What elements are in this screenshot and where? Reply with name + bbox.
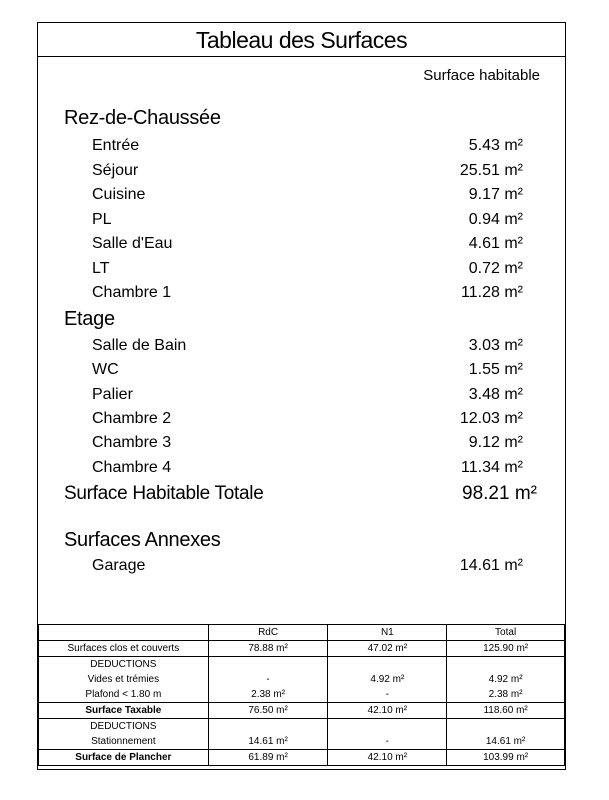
recap-cell: 4.92 m² [447, 672, 565, 687]
room-name: Chambre 4 [92, 458, 172, 476]
room-area: 0.94 m² [468, 210, 523, 228]
recap-cell: 2.38 m² [208, 687, 328, 703]
recap-cell [447, 719, 565, 735]
room-name: PL [92, 210, 112, 228]
recap-row-label: Stationnement [39, 734, 209, 750]
section-etage-label: Etage [64, 308, 115, 330]
recap-row-label: DEDUCTIONS [39, 657, 209, 673]
recap-header-cell: Total [447, 625, 565, 641]
recap-cell: 14.61 m² [208, 734, 328, 750]
surfaces-sheet [37, 22, 566, 770]
section-rdc-label: Rez-de-Chaussée [64, 107, 221, 129]
room-area: 1.55 m² [468, 361, 523, 379]
total-value: 98.21 m² [462, 483, 537, 504]
recap-cell: - [328, 734, 447, 750]
room-name: Cuisine [92, 186, 146, 203]
recap-cell: 118.60 m² [447, 703, 565, 719]
recap-cell: 4.92 m² [328, 672, 447, 687]
room-name: Chambre 1 [92, 284, 172, 301]
recap-cell: 76.50 m² [208, 703, 328, 719]
recap-cell: - [328, 687, 447, 703]
recap-row-label: Surface Taxable [39, 703, 209, 719]
recap-cell: 103.99 m² [447, 750, 565, 766]
recap-cell: 78.88 m² [208, 641, 328, 657]
recap-row-stationnement [39, 734, 565, 750]
room-area: 4.61 m² [468, 235, 523, 252]
page-title: Tableau des Surfaces [38, 23, 565, 57]
room-area: 3.48 m² [468, 385, 523, 403]
recap-table [38, 624, 565, 766]
room-area: 5.43 m² [468, 137, 523, 154]
room-name: Salle de Bain [92, 337, 187, 354]
room-name: Palier [92, 385, 133, 403]
room-area: 11.34 m² [461, 458, 523, 476]
room-area: 14.61 m² [459, 557, 523, 574]
recap-row-plafond [39, 687, 565, 703]
recap-cell [447, 657, 565, 673]
recap-cell: 61.89 m² [208, 750, 328, 766]
recap-row-deductions [39, 719, 565, 735]
room-name: Chambre 2 [92, 409, 172, 427]
room-area: 11.28 m² [461, 284, 523, 301]
room-area: 12.03 m² [459, 409, 523, 427]
room-name: Entrée [92, 137, 140, 154]
room-name: LT [92, 259, 110, 277]
recap-header-cell: N1 [328, 625, 447, 641]
room-name: Salle d'Eau [92, 235, 173, 252]
recap-row-label: DEDUCTIONS [39, 719, 209, 735]
room-area: 3.03 m² [468, 337, 523, 354]
room-name: Séjour [92, 161, 139, 179]
room-name: WC [92, 361, 119, 379]
room-area: 25.51 m² [459, 161, 523, 179]
recap-cell: 42.10 m² [328, 703, 447, 719]
recap-row-deductions [39, 657, 565, 673]
room-area: 0.72 m² [468, 259, 523, 277]
recap-cell: 2.38 m² [447, 687, 565, 703]
recap-row-taxable [39, 703, 565, 719]
room-name: Garage [92, 557, 146, 574]
recap-header-cell [39, 625, 209, 641]
recap-row-label: Plafond < 1.80 m [39, 687, 209, 703]
recap-row-plancher [39, 750, 565, 766]
section-annexes-label: Surfaces Annexes [64, 529, 221, 551]
recap-cell: 42.10 m² [328, 750, 447, 766]
recap-header-row [39, 625, 565, 641]
recap-cell: 47.02 m² [328, 641, 447, 657]
total-label: Surface Habitable Totale [64, 483, 264, 504]
recap-cell: - [208, 672, 328, 687]
recap-cell [208, 657, 328, 673]
recap-cell [328, 657, 447, 673]
room-area: 9.17 m² [468, 186, 523, 203]
recap-header-cell: RdC [208, 625, 328, 641]
recap-cell [208, 719, 328, 735]
recap-row-vides [39, 672, 565, 687]
column-header: Surface habitable [423, 67, 540, 84]
recap-cell: 14.61 m² [447, 734, 565, 750]
room-name: Chambre 3 [92, 434, 172, 452]
recap-row-clos [39, 641, 565, 657]
recap-cell [328, 719, 447, 735]
room-area: 9.12 m² [468, 434, 523, 452]
recap-row-label: Surfaces clos et couverts [39, 641, 209, 657]
recap-row-label: Surface de Plancher [39, 750, 209, 766]
recap-row-label: Vides et trémies [39, 672, 209, 687]
recap-cell: 125.90 m² [447, 641, 565, 657]
